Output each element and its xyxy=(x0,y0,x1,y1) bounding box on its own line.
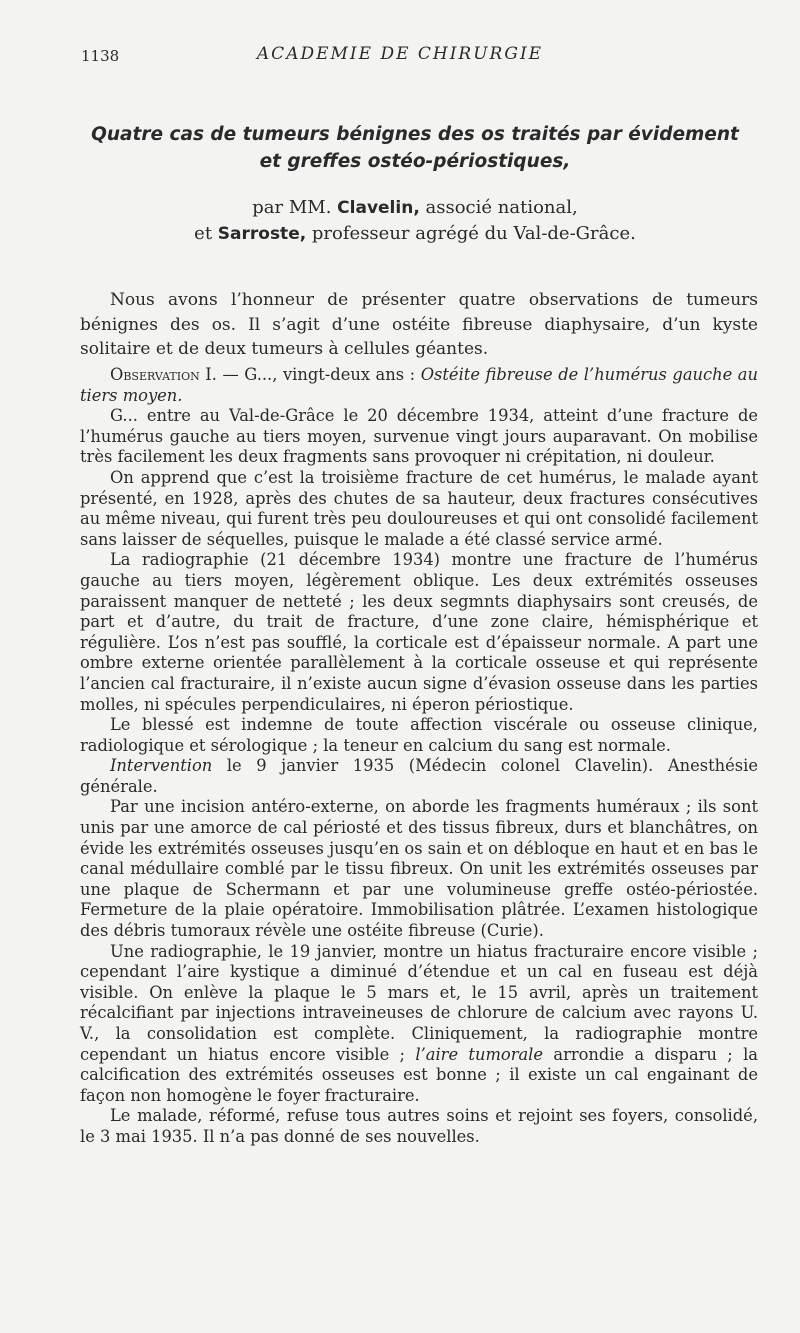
observation-label: Observation I. xyxy=(110,365,217,384)
body-paragraph: Par une incision antéro-externe, on aborde les fragments huméraux ; ils sont unis par une amorce de cal périosté et des tissus fibreux, durs et blanchâtres, on évide les extrémités osseuses jusqu’en os sain et on débloque en haut et en bas le canal médullaire comblé par le tissu fibreux. On unit les extrémités osseuses par une plaque de Schermann et par une volumineuse greffe ostéo-périostée. Fermeture de la plaie opératoire. Immobilisation plâtrée. L’examen histologique des débris tumoraux révèle une ostéite fibreuse (Curie). xyxy=(80,797,758,941)
author-line-1 xyxy=(60,195,770,221)
title-line-1: Quatre cas de tumeurs bénignes des os traités par évidement xyxy=(91,124,739,145)
running-head: ACADEMIE DE CHIRURGIE xyxy=(256,44,544,64)
radiography-italic: l’aire tumorale xyxy=(415,1044,544,1064)
intervention-text: le 9 janvier 1935 (Médecin colonel Clavelin). Anesthésie générale. xyxy=(80,756,758,796)
author-role-1: associé national, xyxy=(419,197,578,218)
author-line-2 xyxy=(60,221,770,247)
intervention-paragraph xyxy=(80,756,758,797)
observation-diagnosis: Ostéite fibreuse de l’humérus gauche au tiers moyen. xyxy=(80,365,758,405)
author-name-1: Clavelin, xyxy=(337,198,420,218)
page-number: 1138 xyxy=(81,47,120,65)
body-paragraph: On apprend que c’est la troisième fracture de cet humérus, le malade ayant présenté, en 1928, après des chutes de sa hauteur, deux fractures consécutives au même niveau, qui furent très peu douloureuses et qui ont consolidé facilement sans laisser de séquelles, puisque le malade a été classé service armé. xyxy=(80,467,758,549)
author-prefix-1: par MM. xyxy=(252,197,338,218)
intro-section xyxy=(80,288,758,362)
title-line-2: et greffes ostéo-périostiques, xyxy=(259,151,571,172)
author-role-2: professeur agrégé du Val-de-Grâce. xyxy=(306,223,636,244)
article-title xyxy=(60,121,770,175)
observation-subject: — G..., vingt-deux ans : xyxy=(216,365,421,384)
observation-heading xyxy=(80,365,758,406)
author-prefix-2: et xyxy=(194,223,218,244)
author-name-2: Sarroste, xyxy=(217,224,307,244)
radiography-text-a: Une radiographie, le 19 janvier, montre un hiatus fracturaire encore visible ; cependant l’aire kystique a diminué d’étendue et un cal en fuseau est déjà visible. On enlève la plaque le 5 mars et, le 15 avril, après un traitement récalcifiant par injections intraveineuses de chlorure de calcium avec rayons U. V., la consolidation est complète. Cliniquement, la radiographie montre cependant un hiatus encore visible ; xyxy=(80,941,758,1064)
body-paragraph: La radiographie (21 décembre 1934) montre une fracture de l’humérus gauche au tiers moyen, légèrement oblique. Les deux extrémités osseuses paraissent manquer de netteté ; les deux segmnts diaphysairs sont creusés, de part et d’autre, du trait de fracture, d’une zone claire, hémisphérique et régulière. L’os n’est pas soufflé, la corticale est d’épaisseur normale. A part une ombre externe orientée parallèlement à la corticale osseuse et qui représente l’ancien cal fracturaire, il n’existe aucun signe d’évasion osseuse dans les parties molles, ni spécules perpendiculaires, ni éperon périostique. xyxy=(80,550,758,714)
body-paragraph: Le blessé est indemne de toute affection viscérale ou osseuse clinique, radiologique et sérologique ; la teneur en calcium du sang est normale. xyxy=(80,715,758,755)
radiography-paragraph xyxy=(80,942,758,1107)
intro-paragraph: Nous avons l’honneur de présenter quatre observations de tumeurs bénignes des os. Il s’agit d’une ostéite fibreuse diaphysaire, d’un kyste solitaire et de deux tumeurs à cellules géantes. xyxy=(80,290,758,359)
final-paragraph: Le malade, réformé, refuse tous autres soins et rejoint ses foyers, consolidé, le 3 mai 1935. Il n’a pas donné de ses nouvelles. xyxy=(80,1106,758,1146)
authors xyxy=(60,195,770,247)
body-paragraph: G... entre au Val-de-Grâce le 20 décembre 1934, atteint d’une fracture de l’humérus gauche au tiers moyen, survenue vingt jours auparavant. On mobilise très facilement les deux fragments sans provoquer ni crépitation, ni douleur. xyxy=(80,406,758,467)
intervention-label: Intervention xyxy=(110,756,213,776)
observation-section xyxy=(80,365,758,1148)
radiography-text-b: arrondie a disparu ; la calcification des extrémités osseuses est bonne ; il existe un cal engainant de façon non homogène le foyer fracturaire. xyxy=(80,1044,758,1105)
